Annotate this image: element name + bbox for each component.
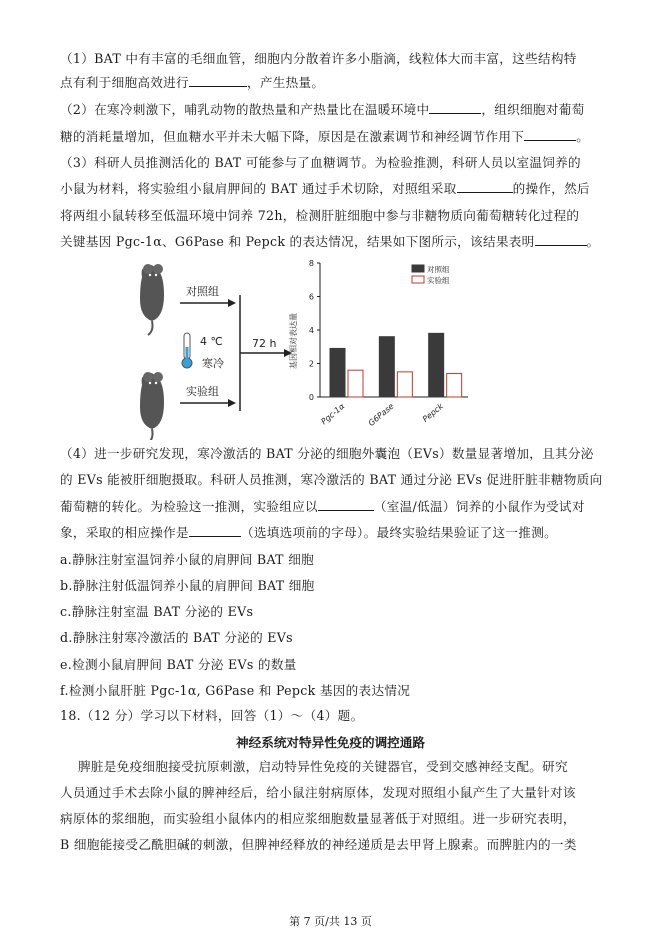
q18-stem: 18.（12 分）学习以下材料，回答（1）～（4）题。: [60, 708, 364, 723]
q17-part3-line3: 将两组小鼠转移至低温环境中饲养 72h，检测肝脏细胞中参与非糖物质向葡萄糖转化过程的: [60, 208, 580, 223]
article-para-line2: 人员通过手术去除小鼠的脾神经后，给小鼠注射病原体，发现对照组小鼠产生了大量针对该: [60, 785, 576, 800]
option-c: c.静脉注射室温 BAT 分泌的 EVs: [60, 604, 254, 619]
y-tick-label: 4: [308, 326, 314, 335]
option-e: e.检测小鼠肩胛间 BAT 分泌 EVs 的数量: [60, 657, 297, 672]
q17-part1-line1: （1）BAT 中有丰富的毛细血管，细胞内分散着许多小脂滴，线粒体大而丰富，这些结构特: [60, 51, 577, 66]
answer-blank[interactable]: [457, 180, 513, 193]
x-category-label: Pepck: [420, 401, 445, 424]
option-a: a.静脉注射室温饲养小鼠的肩胛间 BAT 细胞: [60, 552, 314, 567]
thermometer-icon: [182, 333, 192, 368]
control-group-label: 对照组: [186, 285, 219, 298]
experiment-figure: [120, 255, 490, 440]
article-para-line4: B 细胞能接受乙酰胆碱的刺激，但脾神经释放的神经递质是去甲肾上腺素。而脾脏内的一类: [60, 837, 577, 852]
answer-blank[interactable]: [429, 101, 481, 114]
cold-label: 寒冷: [202, 357, 224, 370]
y-tick-label: 6: [308, 292, 314, 302]
control-mouse-icon: [140, 264, 164, 335]
q17-part2-line2: 糖的消耗量增加，但血糖水平并未大幅下降，原因是在激素调节和神经调节作用下 。: [60, 129, 590, 144]
y-tick-label: 8: [308, 259, 314, 268]
bar-control-1: [379, 337, 394, 397]
legend-swatch: [412, 265, 424, 272]
legend-swatch: [412, 276, 424, 283]
answer-blank[interactable]: [524, 128, 576, 141]
experimental-arrowhead-icon: [228, 399, 236, 407]
article-title: 神经系统对特异性免疫的调控通路: [236, 735, 425, 750]
bar-control-0: [330, 348, 345, 397]
q17-part4-line3: 葡萄糖的转化。为检验这一推测，实验组应以 （室温/低温）饲养的小鼠作为受试对: [60, 499, 585, 514]
q17-part4-line4: 象，采取的相应操作是 （选填选项前的字母）。最终实验结果验证了这一推测。: [60, 525, 557, 540]
option-d: d.静脉注射寒冷激活的 BAT 分泌的 EVs: [60, 630, 293, 645]
control-arrowhead-icon: [228, 299, 236, 307]
article-para-line3: 病原体的浆细胞，而实验组小鼠体内的相应浆细胞数量显著低于对照组。进一步研究表明，: [60, 811, 576, 826]
experimental-mouse-icon: [140, 372, 164, 440]
answer-blank[interactable]: [189, 524, 241, 537]
bar-experimental-0: [348, 370, 363, 397]
y-axis-label: 基因相对表达量: [289, 313, 298, 369]
article-para-line1: 脾脏是免疫细胞接受抗原刺激，启动特异性免疫的关键器官，受到交感神经支配。研究: [78, 759, 568, 774]
temperature-label: 4 ℃: [200, 335, 223, 348]
y-tick-label: 2: [308, 359, 314, 369]
answer-blank[interactable]: [189, 74, 247, 87]
time-label: 72 h: [252, 337, 277, 350]
bar-control-2: [429, 333, 444, 397]
option-f: f.检测小鼠肝脏 Pgc-1α, G6Pase 和 Pepck 基因的表达情况: [60, 683, 411, 698]
bar-experimental-2: [447, 374, 462, 397]
q17-part4-line2: 的 EVs 能被肝细胞摄取。科研人员推测，寒冷激活的 BAT 通过分泌 EVs 促进肝脏非糖物质向: [60, 472, 603, 487]
legend-label: 对照组: [427, 265, 450, 274]
q17-part3-line4: 关键基因 Pgc-1α、G6Pase 和 Pepck 的表达情况，结果如下图所示，该结果表明 。: [60, 234, 600, 249]
x-category-label: G6Pase: [366, 401, 396, 428]
experimental-group-label: 实验组: [186, 385, 219, 398]
legend-label: 实验组: [427, 276, 450, 285]
option-b: b.静脉注射低温饲养小鼠的肩胛间 BAT 细胞: [60, 578, 315, 593]
gene-expression-chart: [288, 259, 468, 428]
y-tick-label: 0: [308, 393, 314, 402]
page-footer: 第 7 页/共 13 页: [289, 915, 372, 928]
experiment-figure-svg: [120, 255, 490, 440]
x-category-label: Pgc-1α: [319, 401, 347, 427]
q17-part3-line1: （3）科研人员推测活化的 BAT 可能参与了血糖调节。为检验推测，科研人员以室温饲养的: [60, 155, 581, 170]
q17-part4-line1: （4）进一步研究发现，寒冷激活的 BAT 分泌的细胞外囊泡（EVs）数量显著增加，且其分泌: [60, 446, 594, 461]
bar-experimental-1: [397, 372, 412, 397]
answer-blank[interactable]: [318, 498, 374, 511]
q17-part1-line2: 点有利于细胞高效进行 ，产生热量。: [60, 75, 325, 90]
q17-part2-line1: （2）在寒冷刺激下，哺乳动物的散热量和产热量比在温暖环境中 ，组织细胞对葡萄: [60, 102, 585, 117]
answer-blank[interactable]: [535, 233, 587, 246]
q17-part3-line2: 小鼠为材料，将实验组小鼠肩胛间的 BAT 通过手术切除，对照组采取 的操作，然后: [60, 181, 590, 196]
